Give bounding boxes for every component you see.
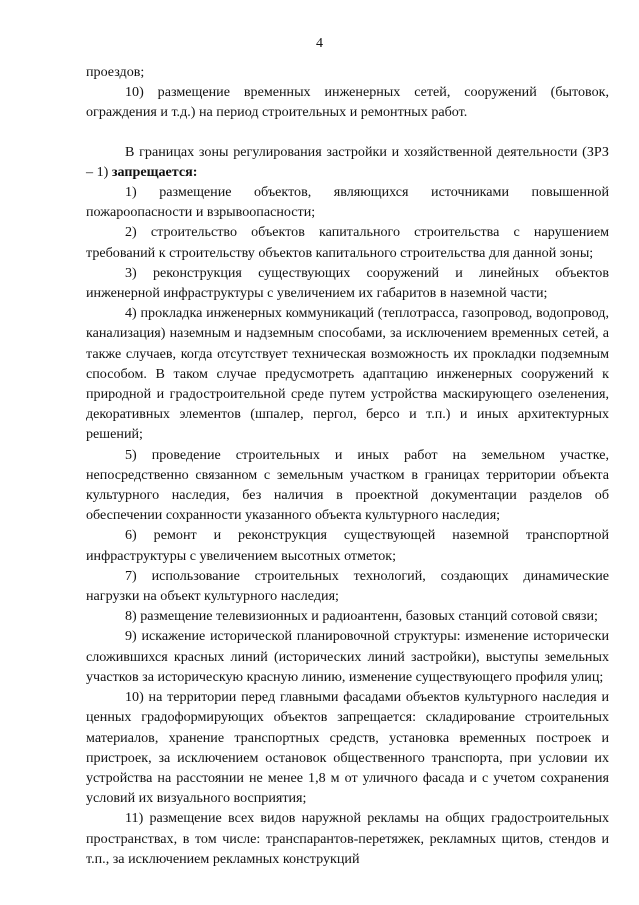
list-item: 6) ремонт и реконструкция существующей наземной транспортной инфраструктуры с увеличением высотных отметок; bbox=[86, 527, 609, 564]
list-item: 5) проведение строительных и иных работ на земельном участке, непосредственно связанном с земельным участком в границах территории объекта культурного наследия, без наличия в проектной документации разделов об обеспечении сохранности указанного объекта культурного наследия; bbox=[86, 446, 609, 524]
list-item: 3) реконструкция существующих сооружений и линейных объектов инженерной инфраструктуры с увеличением их габаритов в наземной части; bbox=[86, 264, 609, 302]
document-body bbox=[86, 62, 609, 869]
zone-heading bbox=[86, 142, 609, 182]
list-item: 4) прокладка инженерных коммуникаций (теплотрасса, газопровод, водопровод, канализация) наземным и надземным способами, за исключением временных сетей, а также случаев, когда отсутствует техническая возможность их прокладки подземным способом. В таком случае предусмотреть адаптацию инженерных сооружений к природной и градостроительной среде путем устройства маскирующего озеленения, декоративных элементов (шпалер, пергол, берсо и т.п.) и иных архитектурных решений; bbox=[86, 305, 609, 443]
list-item: 8) размещение телевизионных и радиоантенн, базовых станций сотовой связи; bbox=[125, 608, 598, 625]
list-item: 10) на территории перед главными фасадами объектов культурного наследия и ценных градоформирующих объектов запрещается: складирование строительных материалов, хранение транспортных средств, установка временных построек и пристроек, за исключением остановок общественного транспорта, при условии их устройства на расстоянии не менее 1,8 м от уличного фасада и с учетом сохранения условий их визуального восприятия; bbox=[86, 689, 609, 807]
zone-heading-text: В границах зоны регулирования застройки и хозяйственной деятельности (ЗРЗ – 1) bbox=[86, 143, 609, 180]
list-item: 7) использование строительных технологий, создающих динамические нагрузки на объект культурного наследия; bbox=[86, 567, 609, 605]
continuation-line: проездов; bbox=[86, 64, 145, 80]
list-item: 11) размещение всех видов наружной рекламы на общих градостроительных пространствах, в том числе: транспарантов-перетяжек, рекламных щитов, стендов и т.п., за исключением рекламных конструкций bbox=[86, 810, 609, 867]
list-item: 9) искажение исторической планировочной структуры: изменение исторически сложившихся красных линий (исторических линий застройки), выступы земельных участков за историческую красную линию, изменение существующего профиля улиц; bbox=[86, 628, 609, 685]
page-number: 4 bbox=[316, 36, 323, 51]
zone-heading-prohibited: запрещается: bbox=[111, 163, 198, 180]
list-item: 2) строительство объектов капитального строительства с нарушением требований к строительству объектов капитального строительства для данной зоны; bbox=[86, 224, 609, 261]
list-item-previous-10: 10) размещение временных инженерных сетей, сооружений (бытовок, ограждения и т.д.) на период строительных и ремонтных работ. bbox=[86, 84, 609, 121]
list-item: 1) размещение объектов, являющихся источниками повышенной пожароопасности и взрывоопасности; bbox=[86, 184, 609, 221]
